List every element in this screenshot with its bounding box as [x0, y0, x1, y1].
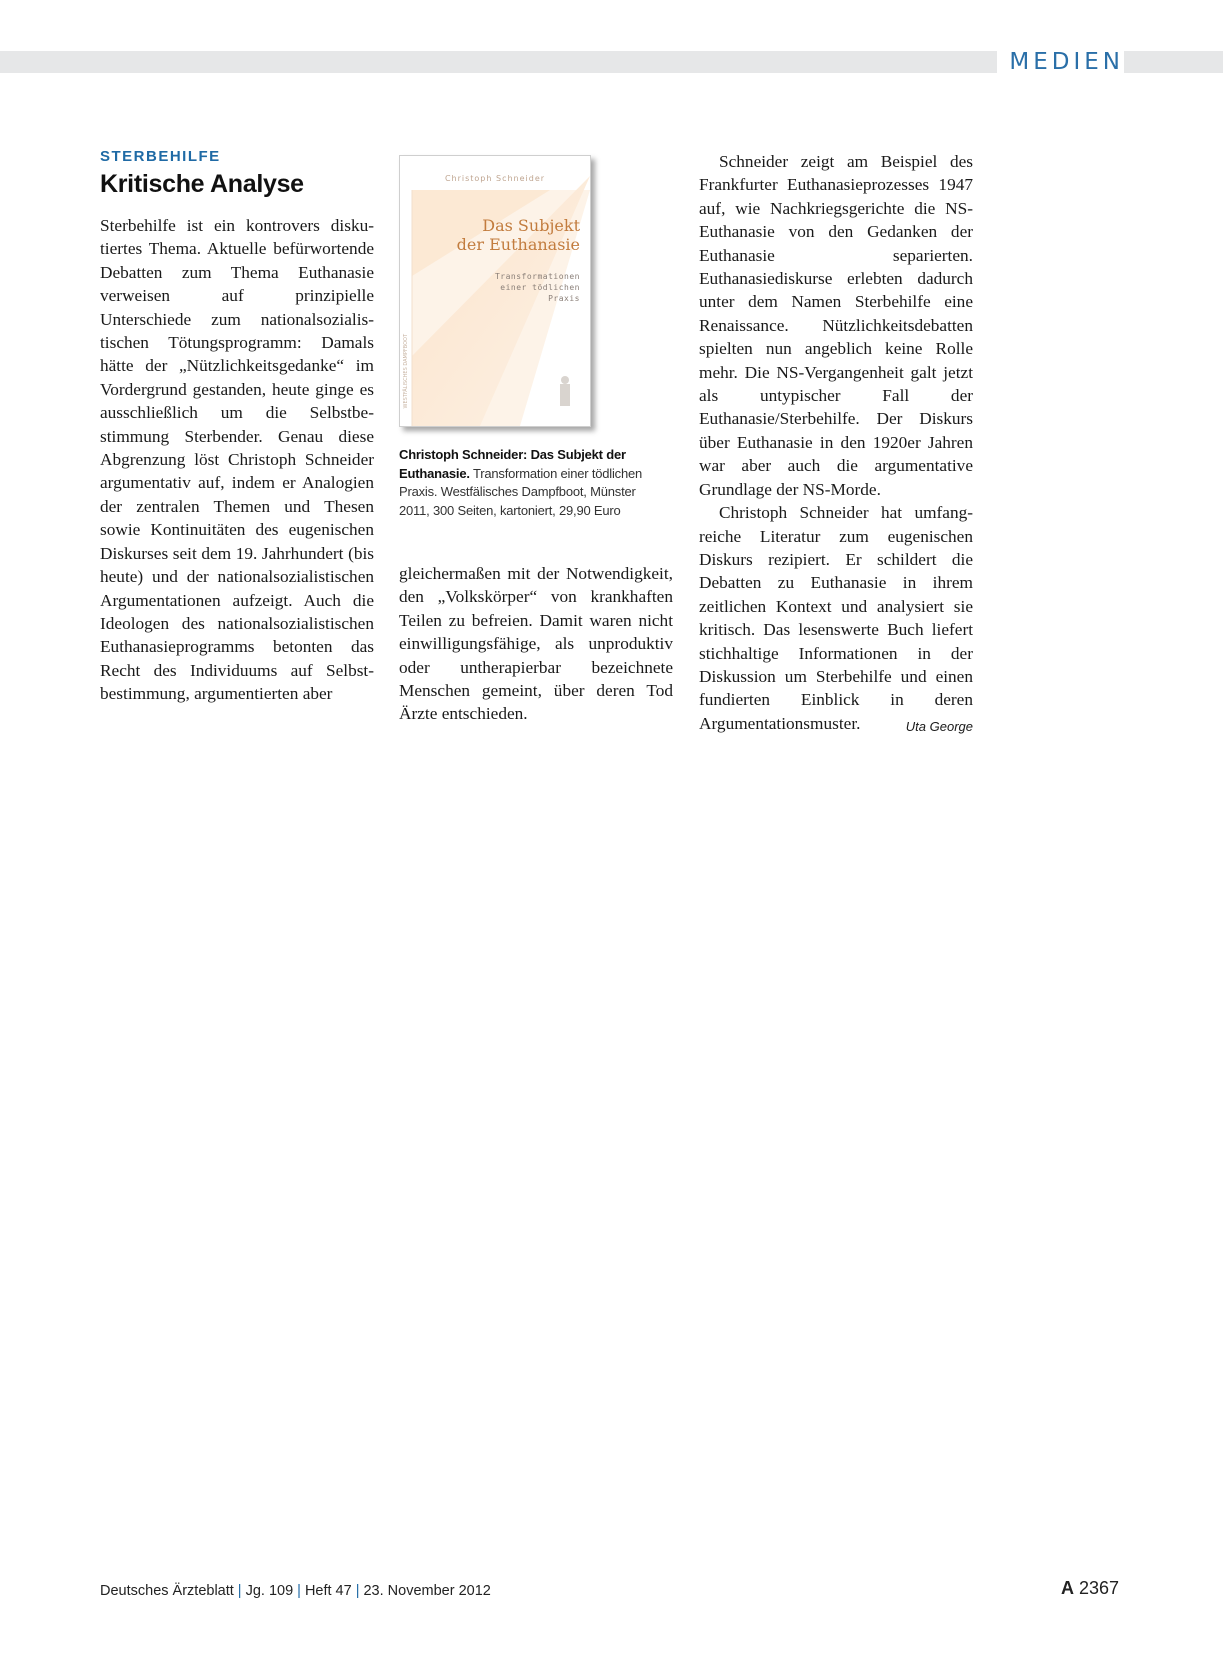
page-number: A 2367	[1060, 1578, 1119, 1598]
article-author: Uta George	[905, 718, 973, 734]
book-cover-author: Christoph Schneider	[444, 174, 546, 183]
article-column-1	[100, 148, 374, 706]
article-column-3	[699, 150, 973, 738]
article-paragraph: gleichermaßen mit der Notwendigkeit, den „Volkskörper“ von krankhaften Teilen zu befreien. Damit waren nicht einwilligungsfähige, als unproduktiv oder untherapierbar bezeichnete Menschen gemeint, über deren Tod Ärzte entschieden.	[399, 564, 673, 724]
book-caption-details: Transformation einer tödlichen Praxis. Westfälisches Dampfboot, Münster 2011, 300 Seiten, kartoniert, 29,90 Euro	[399, 465, 643, 518]
article-kicker: STERBEHILFE	[100, 148, 221, 165]
book-cover-title: Das Subjekt der Euthanasie	[456, 216, 580, 254]
book-cover-publisher: WESTFÄLISCHES DAMPFBOOT	[403, 334, 409, 409]
article-paragraph: Christoph Schneider hat umfangreiche Literatur zum eugenischen Diskurs rezipiert. Er schildert die Debatten zu Euthanasie in ihrem zeitlichen Kontext und analysiert sie kritisch. Das lesenswerte Buch liefert stichhaltige Informationen in der Diskussion um Sterbehilfe und einen fundierten Einblick in deren Argumentationsmuster. Uta George	[699, 501, 973, 735]
section-label: MEDIEN	[997, 47, 1124, 77]
footer-journal: Deutsches Ärzteblatt	[100, 1583, 234, 1599]
footer-volume: Jg. 109	[245, 1583, 294, 1599]
page-footer: Deutsches Ärzteblatt | Jg. 109 | Heft 47 | 23. November 2012	[100, 1583, 491, 1599]
book-caption	[399, 446, 669, 520]
article-paragraph: Schneider zeigt am Beispiel des Frankfurter Euthanasieprozesses 1947 auf, wie Nachkriegsgerichte die NS-Euthanasie von den Gedanken der Euthanasie separierten. Euthanasiediskurse erlebten dadurch unter dem Namen Sterbehilfe eine Renaissance. Nützlichkeitsdebatten spielten nun angeblich keine Rolle mehr. Die NS-Vergangenheit galt jetzt als untypischer Fall der Euthanasie/Sterbehilfe. Der Diskurs über Euthanasie in den 1920er Jahren war aber auch die argumentative Grundlage der NS-Morde.	[699, 152, 973, 499]
article-paragraph: Sterbehilfe ist ein kontrovers diskutiertes Thema. Aktuelle befürwortende Debatten zum Thema Euthanasie verweisen auf prinzipielle Unterschiede zum nationalsozialistischen Tötungsprogramm: Damals hätte der „Nützlichkeitsgedanke“ im Vordergrund gestanden, heute ginge es ausschließlich um die Selbstbestimmung Sterbender. Genau diese Abgrenzung löst Christoph Schneider argumentativ auf, indem er Analogien der zentralen Themen und Thesen sowie Kontinuitäten des eugenischen Diskurses seit dem 19. Jahrhundert (bis heute) und der nationalsozialistischen Argumentationen aufzeigt. Auch die Ideologen des nationalsozialistischen Euthanasieprogramms betonten das Recht des Individuums auf Selbstbestimmung, argumentierten aber	[100, 216, 374, 704]
footer-date: 23. November 2012	[363, 1583, 491, 1599]
book-cover	[399, 155, 591, 427]
article-headline: Kritische Analyse	[100, 170, 304, 198]
book-cover-subtitle: Transformationen einer tödlichen Praxis	[494, 272, 580, 303]
footer-issue: Heft 47	[304, 1583, 352, 1599]
article-column-2	[399, 562, 673, 726]
book-caption-title: Christoph Schneider: Das Subjekt der Euthanasie.	[399, 447, 626, 481]
